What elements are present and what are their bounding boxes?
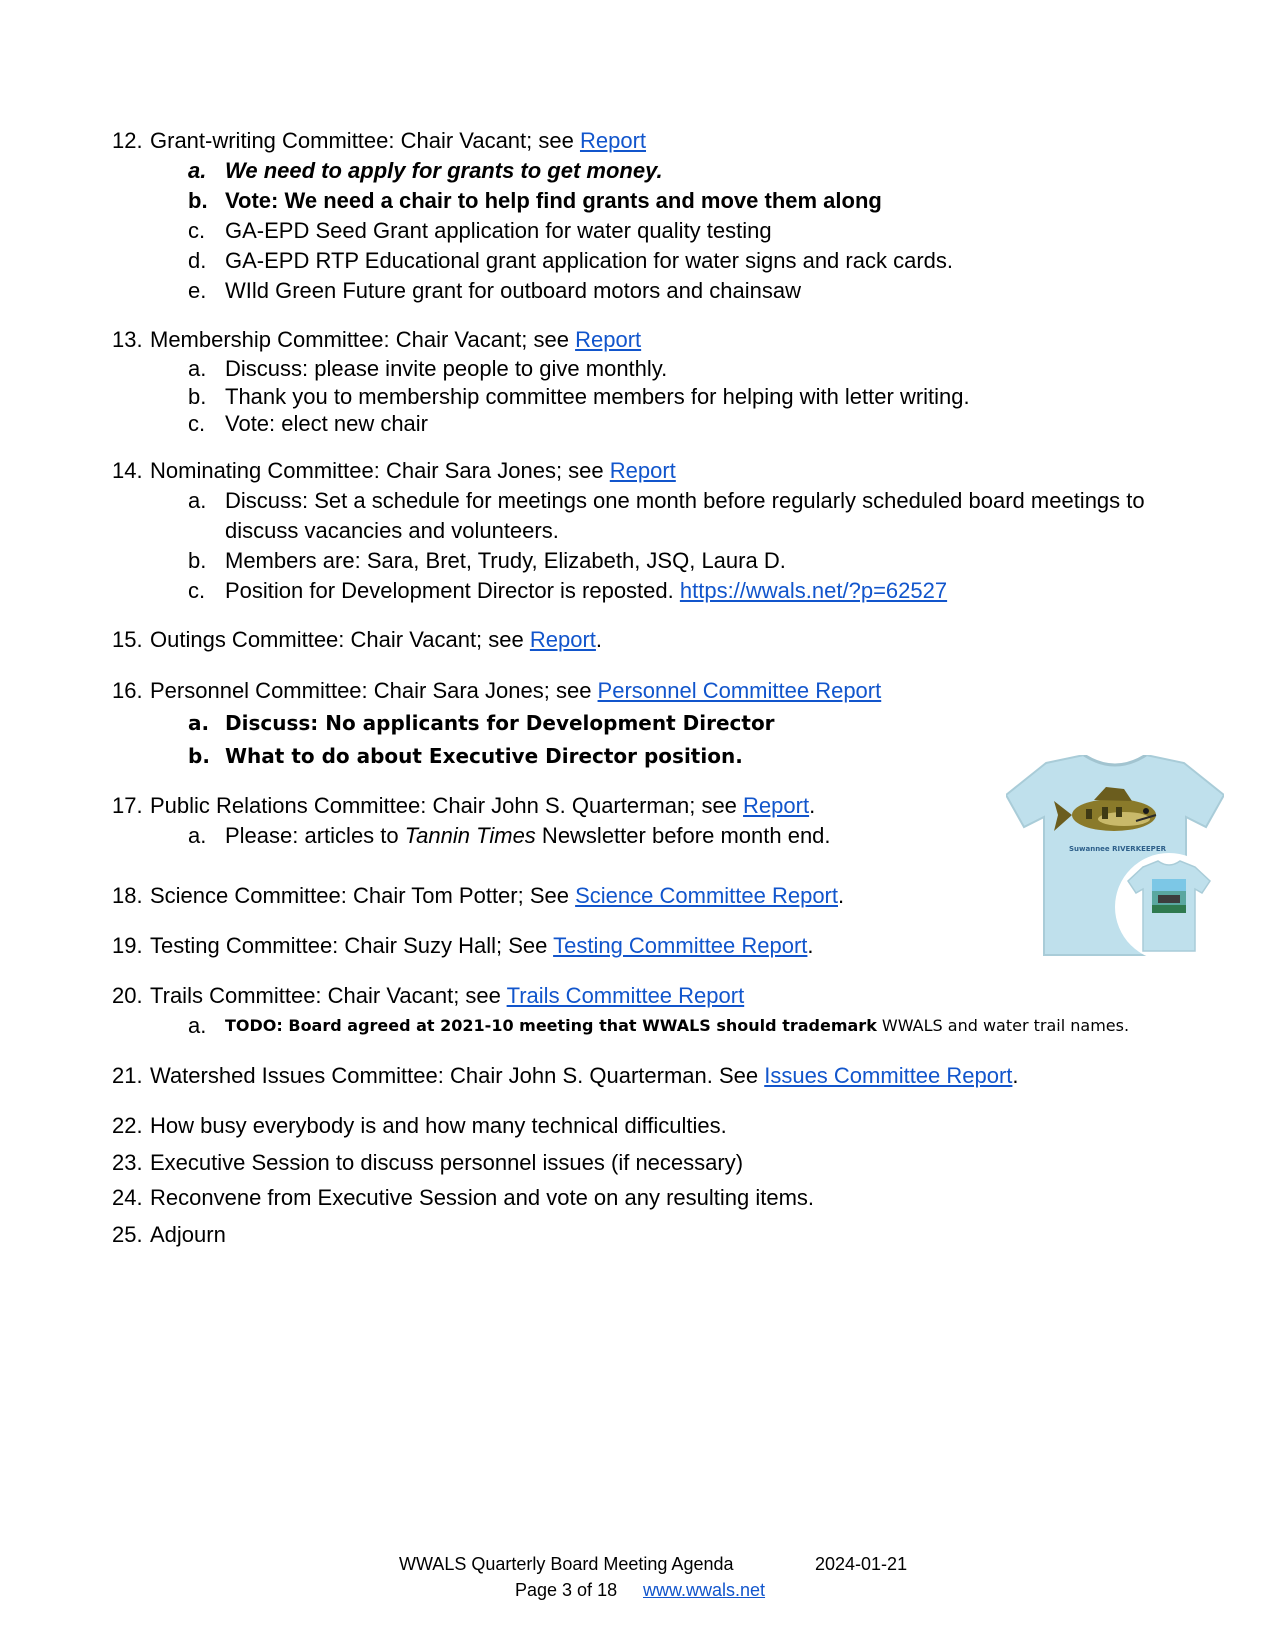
subitem-text: GA-EPD RTP Educational grant application for water signs and rack cards. <box>225 248 953 273</box>
item-punct: . <box>595 627 603 652</box>
item-number: 20. <box>112 983 143 1008</box>
report-link[interactable]: Report <box>743 793 810 818</box>
riverkeeper-tshirt-image <box>1006 755 1224 965</box>
subitem-14a <box>188 486 1148 546</box>
agenda-item-17 <box>112 791 815 821</box>
item-number: 23. <box>112 1150 143 1175</box>
todo-text: TODO: Board agreed at 2021-10 meeting that WWALS should trademark <box>225 1016 877 1035</box>
item-text: Watershed Issues Committee: Chair John S. Quarterman. See <box>150 1063 765 1088</box>
personnel-report-link[interactable]: Personnel Committee Report <box>597 678 882 703</box>
agenda-item-23 <box>112 1148 743 1178</box>
subitem-letter: a. <box>188 711 210 735</box>
agenda-item-22 <box>112 1111 727 1141</box>
subitem-text: Discuss: please invite people to give monthly. <box>225 356 668 381</box>
subitem-letter: c. <box>188 218 206 243</box>
item-number: 15. <box>112 627 143 652</box>
tshirt-text: Suwannee RIVERKEEPER <box>1069 845 1166 853</box>
item-text: Trails Committee: Chair Vacant; see <box>150 983 507 1008</box>
agenda-item-25 <box>112 1220 226 1250</box>
item-text: Adjourn <box>150 1222 226 1247</box>
subitem-text-lead: Position for Development Director is reposted. <box>225 578 680 603</box>
subitem-letter: a. <box>188 488 207 513</box>
subitem-text <box>225 576 1188 606</box>
footer-page-number: Page 3 of 18 <box>515 1580 618 1600</box>
item-number: 13. <box>112 327 143 352</box>
newsletter-title: Tannin Times <box>404 823 536 848</box>
subitem-text: What to do about Executive Director position. <box>225 744 743 768</box>
agenda-item-21 <box>112 1061 1019 1091</box>
subitem-text: We need to apply for grants to get money. <box>225 158 663 183</box>
item-punct: . <box>838 883 845 908</box>
item-punct: . <box>1012 1063 1019 1088</box>
subitem-letter: a. <box>188 1013 207 1038</box>
agenda-item-13 <box>112 325 641 355</box>
subitem-13b <box>188 383 1188 411</box>
item-number: 24. <box>112 1185 143 1210</box>
subitem-letter: b. <box>188 548 207 573</box>
subitem-14c <box>188 576 1188 606</box>
subitem-text: GA-EPD Seed Grant application for water quality testing <box>225 218 772 243</box>
subitem-text <box>225 1011 1188 1041</box>
item-number: 18. <box>112 883 143 908</box>
subitem-letter: a. <box>188 158 207 183</box>
footer-website-link[interactable]: www.wwals.net <box>643 1580 766 1600</box>
item-number: 17. <box>112 793 143 818</box>
subitem-12b <box>188 186 1188 216</box>
subitem-text: Discuss: Set a schedule for meetings one month before regularly scheduled board meetings to discuss vacancies and volunteers. <box>225 488 1145 543</box>
job-posting-link[interactable]: https://wwals.net/?p=62527 <box>679 578 948 603</box>
subitem-12c <box>188 216 1188 246</box>
item-text: Grant-writing Committee: Chair Vacant; see <box>150 128 580 153</box>
item-punct: . <box>809 793 816 818</box>
subitem-letter: a. <box>188 356 207 381</box>
subitem-text: Thank you to membership committee members for helping with letter writing. <box>225 384 970 409</box>
agenda-item-19 <box>112 931 814 961</box>
item-punct: . <box>807 933 814 958</box>
item-text: Personnel Committee: Chair Sara Jones; see <box>150 678 598 703</box>
subitem-20a <box>188 1011 1188 1041</box>
item-number: 12. <box>112 128 143 153</box>
item-text: Reconvene from Executive Session and vote on any resulting items. <box>150 1185 815 1210</box>
report-link[interactable]: Report <box>529 627 596 652</box>
subitem-letter: c. <box>188 411 206 436</box>
issues-report-link[interactable]: Issues Committee Report <box>764 1063 1013 1088</box>
item-text: Testing Committee: Chair Suzy Hall; See <box>150 933 554 958</box>
agenda-item-18 <box>112 881 844 911</box>
item-number: 16. <box>112 678 143 703</box>
item-number: 21. <box>112 1063 143 1088</box>
subitem-text: WIld Green Future grant for outboard motors and chainsaw <box>225 278 801 303</box>
item-text: Membership Committee: Chair Vacant; see <box>150 327 576 352</box>
subitem-12d <box>188 246 1188 276</box>
footer-title: WWALS Quarterly Board Meeting Agenda <box>399 1554 734 1574</box>
item-number: 25. <box>112 1222 143 1247</box>
subitem-13c <box>188 410 1188 438</box>
subitem-14b <box>188 546 1188 576</box>
agenda-item-16 <box>112 676 881 706</box>
subitem-text: Vote: elect new chair <box>225 411 429 436</box>
item-number: 14. <box>112 458 143 483</box>
agenda-item-12 <box>112 126 646 156</box>
item-text: Public Relations Committee: Chair John S. Quarterman; see <box>150 793 744 818</box>
subitem-text-pre: Please: articles to <box>225 823 405 848</box>
subitem-letter: d. <box>188 248 207 273</box>
subitem-12e <box>188 276 1188 306</box>
subitem-letter: b. <box>188 188 208 213</box>
subitem-16a <box>188 707 1188 739</box>
agenda-item-20 <box>112 981 744 1011</box>
item-text: Nominating Committee: Chair Sara Jones; see <box>150 458 610 483</box>
trails-report-link[interactable]: Trails Committee Report <box>506 983 745 1008</box>
subitem-text: Vote: We need a chair to help find grants and move them along <box>225 188 882 213</box>
testing-report-link[interactable]: Testing Committee Report <box>553 933 808 958</box>
item-number: 22. <box>112 1113 143 1138</box>
subitem-letter: e. <box>188 278 207 303</box>
subitem-letter: b. <box>188 744 210 768</box>
item-text: How busy everybody is and how many technical difficulties. <box>150 1113 727 1138</box>
report-link[interactable]: Report <box>575 327 642 352</box>
subitem-13a <box>188 355 1188 383</box>
subitem-text-post: Newsletter before month end. <box>535 823 831 848</box>
subitem-text-tail: WWALS and water trail names. <box>876 1016 1130 1035</box>
report-link[interactable]: Report <box>579 128 647 153</box>
agenda-item-15 <box>112 625 602 655</box>
subitem-text: Discuss: No applicants for Development Director <box>225 711 775 735</box>
subitem-letter: c. <box>188 578 206 603</box>
agenda-item-24 <box>112 1183 814 1213</box>
item-text: Outings Committee: Chair Vacant; see <box>150 627 530 652</box>
science-report-link[interactable]: Science Committee Report <box>575 883 838 908</box>
item-text: Science Committee: Chair Tom Potter; See <box>150 883 576 908</box>
item-number: 19. <box>112 933 143 958</box>
footer-date: 2024-01-21 <box>815 1554 908 1574</box>
agenda-item-14 <box>112 456 676 486</box>
subitem-text: Members are: Sara, Bret, Trudy, Elizabeth, JSQ, Laura D. <box>225 548 786 573</box>
item-text: Executive Session to discuss personnel issues (if necessary) <box>150 1150 744 1175</box>
report-link[interactable]: Report <box>609 458 676 483</box>
subitem-12a <box>188 156 1188 186</box>
subitem-letter: b. <box>188 384 207 409</box>
subitem-letter: a. <box>188 823 207 848</box>
